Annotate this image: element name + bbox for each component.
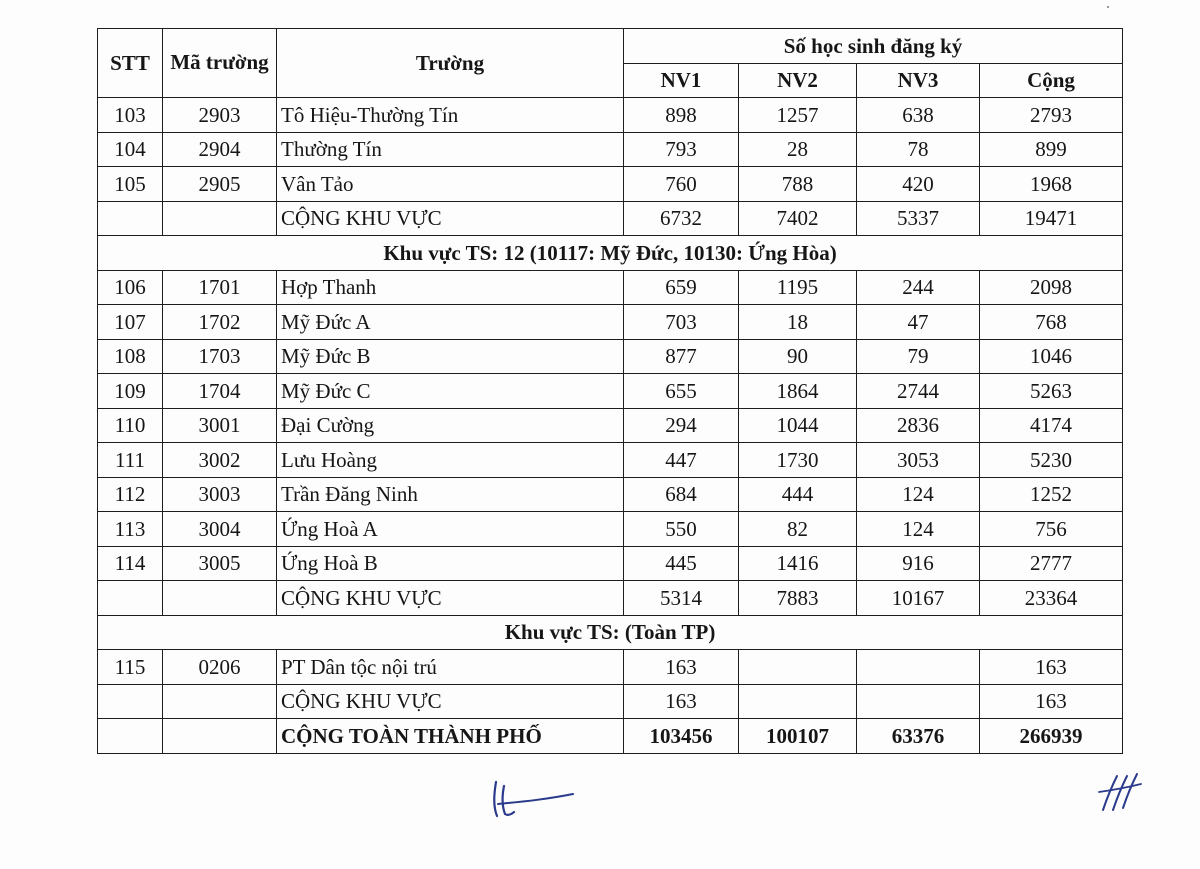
cell-stt: 105 [98, 167, 163, 202]
subtotal-nv3 [857, 684, 980, 719]
cell-truong: Vân Tảo [277, 167, 624, 202]
cell-nv2: 18 [739, 305, 857, 340]
header-ma-truong: Mã trường [163, 29, 277, 98]
table-row [98, 270, 1123, 305]
table-row [98, 305, 1123, 340]
header-stt: STT [98, 29, 163, 98]
cell-empty [98, 684, 163, 719]
cell-ma: 2903 [163, 98, 277, 133]
cell-nv3: 124 [857, 477, 980, 512]
table-row [98, 477, 1123, 512]
cell-stt: 107 [98, 305, 163, 340]
header-so-hoc-sinh: Số học sinh đăng ký [624, 29, 1123, 64]
grand-total-cong: 266939 [980, 719, 1123, 754]
cell-cong: 768 [980, 305, 1123, 340]
table-row [98, 443, 1123, 478]
cell-cong: 899 [980, 132, 1123, 167]
cell-nv3: 78 [857, 132, 980, 167]
table-row [98, 546, 1123, 581]
subtotal-nv3: 10167 [857, 581, 980, 616]
cell-nv1: 684 [624, 477, 739, 512]
cell-truong: Mỹ Đức B [277, 339, 624, 374]
cell-cong: 1046 [980, 339, 1123, 374]
cell-nv1: 445 [624, 546, 739, 581]
cell-stt: 109 [98, 374, 163, 409]
header-nv1: NV1 [624, 63, 739, 98]
cell-nv2: 1044 [739, 408, 857, 443]
cell-ma: 3001 [163, 408, 277, 443]
cell-nv3: 420 [857, 167, 980, 202]
cell-cong: 5230 [980, 443, 1123, 478]
cell-nv2: 1730 [739, 443, 857, 478]
section-title: Khu vực TS: 12 (10117: Mỹ Đức, 10130: Ứng Hòa) [98, 236, 1123, 271]
cell-nv3: 638 [857, 98, 980, 133]
table-row [98, 132, 1123, 167]
cell-nv2 [739, 650, 857, 685]
registration-table [97, 28, 1123, 754]
cell-ma: 1703 [163, 339, 277, 374]
cell-stt: 115 [98, 650, 163, 685]
subtotal-nv1: 163 [624, 684, 739, 719]
cell-nv2: 1864 [739, 374, 857, 409]
table-row [98, 408, 1123, 443]
cell-truong: Mỹ Đức C [277, 374, 624, 409]
cell-cong: 1968 [980, 167, 1123, 202]
cell-ma: 3005 [163, 546, 277, 581]
section-header-row [98, 236, 1123, 271]
header-nv3: NV3 [857, 63, 980, 98]
cell-nv2: 1257 [739, 98, 857, 133]
table-row [98, 374, 1123, 409]
cell-truong: PT Dân tộc nội trú [277, 650, 624, 685]
cell-stt: 113 [98, 512, 163, 547]
cell-stt: 114 [98, 546, 163, 581]
cell-nv2: 444 [739, 477, 857, 512]
cell-nv2: 788 [739, 167, 857, 202]
cell-nv3: 2744 [857, 374, 980, 409]
table-row [98, 512, 1123, 547]
cell-cong: 2098 [980, 270, 1123, 305]
subtotal-nv2 [739, 684, 857, 719]
subtotal-row [98, 581, 1123, 616]
initial-signature-right [1095, 770, 1145, 815]
cell-nv2: 28 [739, 132, 857, 167]
cell-truong: Trần Đăng Ninh [277, 477, 624, 512]
cell-truong: Ứng Hoà A [277, 512, 624, 547]
cell-nv3: 244 [857, 270, 980, 305]
section-title: Khu vực TS: (Toàn TP) [98, 615, 1123, 650]
cell-cong: 756 [980, 512, 1123, 547]
grand-total-nv3: 63376 [857, 719, 980, 754]
cell-ma: 0206 [163, 650, 277, 685]
subtotal-label: CỘNG KHU VỰC [277, 581, 624, 616]
subtotal-label: CỘNG KHU VỰC [277, 201, 624, 236]
cell-truong: Hợp Thanh [277, 270, 624, 305]
cell-nv1: 655 [624, 374, 739, 409]
cell-nv1: 659 [624, 270, 739, 305]
table-row [98, 650, 1123, 685]
cell-truong: Mỹ Đức A [277, 305, 624, 340]
subtotal-row [98, 684, 1123, 719]
cell-nv2: 1416 [739, 546, 857, 581]
cell-empty [163, 581, 277, 616]
cell-nv1: 447 [624, 443, 739, 478]
scan-speck [1107, 6, 1109, 8]
cell-stt: 104 [98, 132, 163, 167]
table-row [98, 167, 1123, 202]
cell-stt: 103 [98, 98, 163, 133]
section-header-row [98, 615, 1123, 650]
cell-nv1: 760 [624, 167, 739, 202]
cell-empty [98, 719, 163, 754]
initial-signature-left [488, 776, 588, 826]
cell-cong: 5263 [980, 374, 1123, 409]
subtotal-nv1: 5314 [624, 581, 739, 616]
cell-truong: Thường Tín [277, 132, 624, 167]
subtotal-cong: 163 [980, 684, 1123, 719]
cell-empty [98, 201, 163, 236]
table-row [98, 98, 1123, 133]
cell-nv1: 294 [624, 408, 739, 443]
cell-stt: 111 [98, 443, 163, 478]
subtotal-nv2: 7883 [739, 581, 857, 616]
cell-empty [163, 719, 277, 754]
cell-ma: 2905 [163, 167, 277, 202]
subtotal-cong: 23364 [980, 581, 1123, 616]
cell-nv1: 550 [624, 512, 739, 547]
subtotal-label: CỘNG KHU VỰC [277, 684, 624, 719]
cell-nv3: 47 [857, 305, 980, 340]
cell-nv1: 703 [624, 305, 739, 340]
cell-nv1: 877 [624, 339, 739, 374]
cell-truong: Lưu Hoàng [277, 443, 624, 478]
header-nv2: NV2 [739, 63, 857, 98]
cell-empty [98, 581, 163, 616]
cell-nv3: 2836 [857, 408, 980, 443]
subtotal-row [98, 201, 1123, 236]
cell-ma: 1702 [163, 305, 277, 340]
cell-nv3: 916 [857, 546, 980, 581]
cell-truong: Đại Cường [277, 408, 624, 443]
cell-cong: 2793 [980, 98, 1123, 133]
header-cong: Cộng [980, 63, 1123, 98]
cell-nv1: 793 [624, 132, 739, 167]
cell-nv3: 3053 [857, 443, 980, 478]
cell-nv3: 124 [857, 512, 980, 547]
cell-empty [163, 201, 277, 236]
cell-stt: 106 [98, 270, 163, 305]
cell-truong: Tô Hiệu-Thường Tín [277, 98, 624, 133]
cell-stt: 112 [98, 477, 163, 512]
cell-cong: 4174 [980, 408, 1123, 443]
subtotal-nv2: 7402 [739, 201, 857, 236]
cell-stt: 108 [98, 339, 163, 374]
cell-stt: 110 [98, 408, 163, 443]
cell-nv3: 79 [857, 339, 980, 374]
cell-truong: Ứng Hoà B [277, 546, 624, 581]
grand-total-nv2: 100107 [739, 719, 857, 754]
cell-cong: 2777 [980, 546, 1123, 581]
cell-empty [163, 684, 277, 719]
cell-ma: 3003 [163, 477, 277, 512]
cell-ma: 1701 [163, 270, 277, 305]
cell-nv1: 898 [624, 98, 739, 133]
cell-ma: 2904 [163, 132, 277, 167]
cell-ma: 3002 [163, 443, 277, 478]
cell-nv3 [857, 650, 980, 685]
cell-nv1: 163 [624, 650, 739, 685]
grand-total-row [98, 719, 1123, 754]
cell-ma: 1704 [163, 374, 277, 409]
cell-nv2: 90 [739, 339, 857, 374]
table-row [98, 339, 1123, 374]
subtotal-cong: 19471 [980, 201, 1123, 236]
subtotal-nv1: 6732 [624, 201, 739, 236]
subtotal-nv3: 5337 [857, 201, 980, 236]
grand-total-nv1: 103456 [624, 719, 739, 754]
cell-nv2: 1195 [739, 270, 857, 305]
cell-nv2: 82 [739, 512, 857, 547]
header-truong: Trường [277, 29, 624, 98]
cell-ma: 3004 [163, 512, 277, 547]
header-row-1 [98, 29, 1123, 64]
grand-total-label: CỘNG TOÀN THÀNH PHỐ [277, 719, 624, 754]
cell-cong: 1252 [980, 477, 1123, 512]
cell-cong: 163 [980, 650, 1123, 685]
